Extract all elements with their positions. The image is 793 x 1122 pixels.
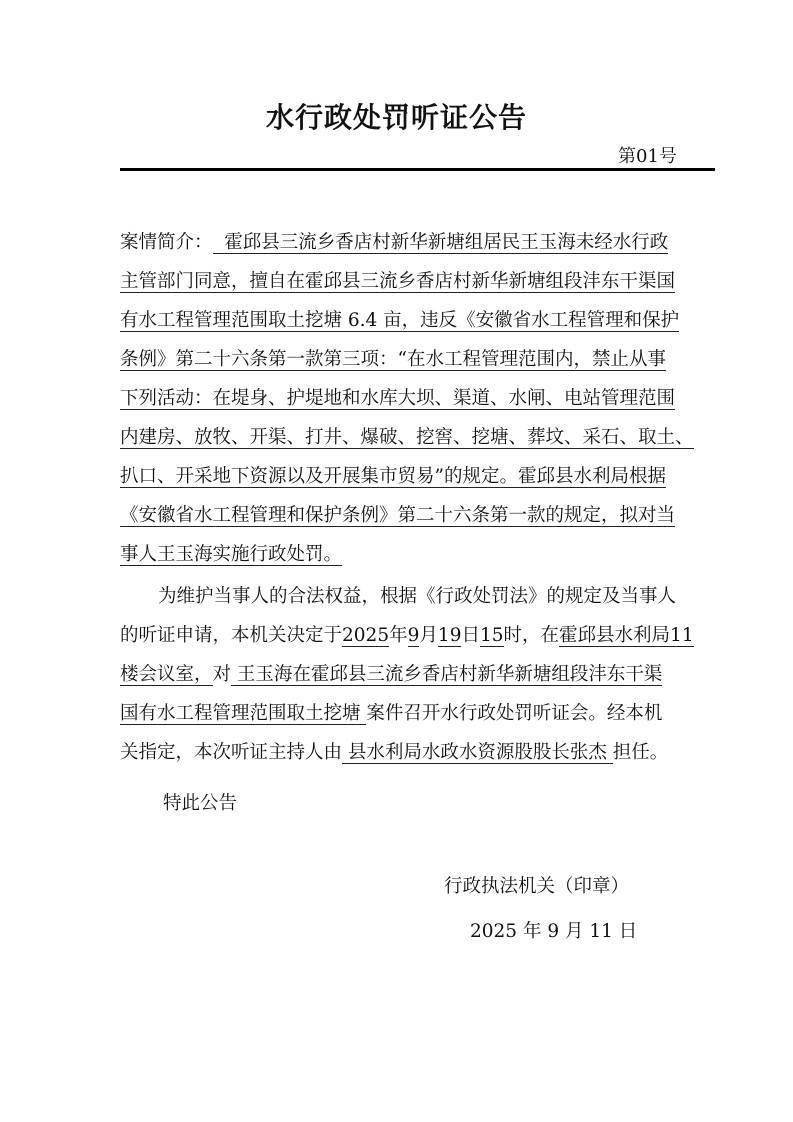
case-line: 条例》第二十六条第一款第三项：“在水工程管理范围内，禁止从事: [120, 349, 666, 370]
notice-text: 对: [212, 664, 232, 685]
hearing-host: 县水利局水政水资源股股长张杰: [342, 742, 613, 763]
case-line: 事人王玉海实施行政处罚。: [120, 544, 343, 565]
hearing-year: 2025: [342, 625, 390, 646]
notice-text: 担任。: [612, 742, 669, 763]
document-number: 第01号: [618, 146, 677, 167]
year-unit: 年: [389, 625, 408, 646]
notice-text: 关指定，本次听证主持人由: [120, 742, 343, 763]
case-line: 内建房、放牧、开渠、打井、爆破、挖窖、挖塘、葬坟、采石、取土、: [120, 427, 694, 448]
closing-text: 特此公告: [163, 793, 238, 814]
hearing-place: 楼会议室，: [120, 664, 213, 685]
case-line: 扒口、开采地下资源以及开展集市贸易”的规定。霍邱县水利局根据: [120, 466, 666, 487]
case-summary-label: 案情简介：: [120, 232, 213, 253]
hour-unit: 时，在: [503, 625, 560, 646]
issuing-agency: 行政执法机关（印章）: [444, 876, 630, 897]
page-title: 水行政处罚听证公告: [265, 101, 527, 134]
hearing-month: 9: [407, 625, 420, 646]
case-line: 霍邱县三流乡香店村新华新塘组居民王玉海未经水行政: [212, 232, 669, 253]
hearing-place: 霍邱县水利局11: [559, 625, 694, 646]
notice-line: 为维护当事人的合法权益，根据《行政处罚法》的规定及当事人: [158, 586, 677, 607]
hearing-day: 19: [437, 625, 462, 646]
case-name: 王玉海在霍邱县三流乡香店村新华新塘组段沣东干渠: [231, 664, 663, 685]
case-name: 国有水工程管理范围取土挖塘: [120, 703, 367, 724]
day-unit: 日: [461, 625, 480, 646]
case-line: 有水工程管理范围取土挖塘 6.4 亩，违反《安徽省水工程管理和保护: [120, 310, 680, 331]
notice-text: 的听证申请，本机关决定于: [120, 625, 343, 646]
month-unit: 月: [419, 625, 438, 646]
case-line: 下列活动：在堤身、护堤地和水库大坝、渠道、水闸、电站管理范围: [120, 388, 676, 409]
case-line: 主管部门同意，擅自在霍邱县三流乡香店村新华新塘组段沣东干渠国: [120, 271, 676, 292]
header-divider: [120, 168, 715, 171]
hearing-hour: 15: [479, 625, 504, 646]
case-line: 《安徽省水工程管理和保护条例》第二十六条第一款的规定，拟对当: [120, 505, 676, 526]
notice-text: 案件召开水行政处罚听证会。经本机: [366, 703, 663, 724]
issue-date: 2025 年 9 月 11 日: [470, 921, 638, 942]
